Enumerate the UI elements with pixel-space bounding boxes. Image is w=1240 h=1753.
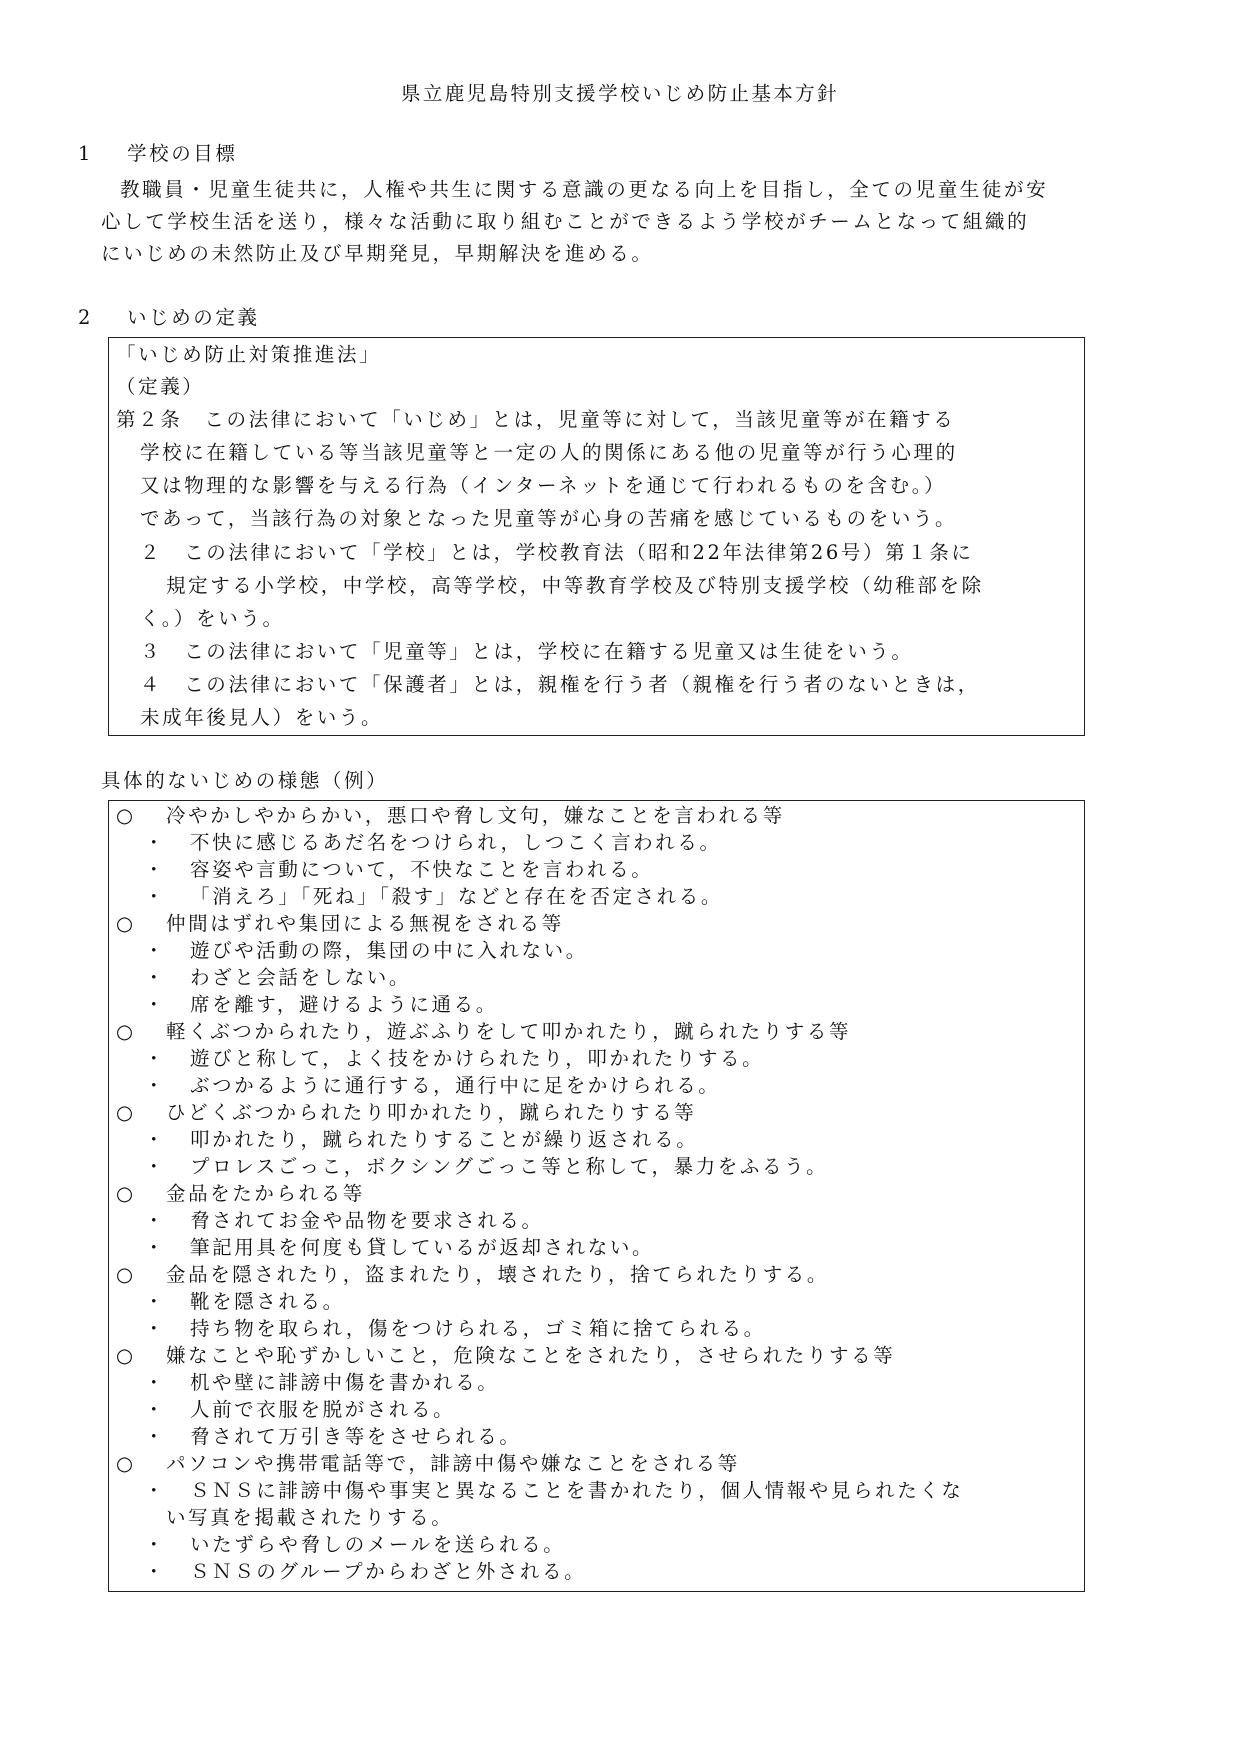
list-item: 筆記用具を何度も貸しているが返却されない。	[190, 1236, 655, 1259]
section2-heading: いじめの定義	[127, 306, 260, 329]
group-heading: 金品をたかられる等	[166, 1182, 365, 1205]
document-title: 県立鹿児島特別支援学校いじめ防止基本方針	[400, 82, 839, 105]
list-item: ぶつかるように通行する，通行中に足をかけられる。	[190, 1074, 721, 1097]
bullet-icon: ・	[144, 1290, 167, 1313]
section1-number: 1	[78, 142, 94, 165]
section1-body-line: にいじめの未然防止及び早期発見，早期解決を進める。	[101, 242, 654, 265]
bullet-icon: ・	[144, 939, 167, 962]
bullet-icon: ・	[144, 858, 167, 881]
bullet-icon: ・	[144, 1155, 167, 1178]
list-item: 人前で衣服を脱がされる。	[190, 1398, 456, 1421]
group-marker: ○	[116, 804, 136, 827]
group-marker: ○	[116, 1101, 136, 1124]
section1-body-line: 教職員・児童生徒共に，人権や共生に関する意識の更なる向上を目指し，全ての児童生徒が安	[120, 178, 1049, 201]
bullet-icon: ・	[144, 1209, 167, 1232]
group-marker: ○	[116, 1182, 136, 1205]
bullet-icon: ・	[144, 1533, 167, 1556]
law-line: 学校に在籍している等当該児童等と一定の人的関係にある他の児童等が行う心理的	[140, 441, 958, 464]
list-item: 脅されてお金や品物を要求される。	[190, 1209, 544, 1232]
group-marker: ○	[116, 1020, 136, 1043]
group-heading: 冷やかしやからかい，悪口や脅し文句，嫌なことを言われる等	[166, 804, 785, 827]
group-heading: パソコンや携帯電話等で，誹謗中傷や嫌なことをされる等	[166, 1452, 740, 1475]
law-line: ２ この法律において「学校」とは，学校教育法（昭和22年法律第26号）第１条に	[140, 541, 974, 564]
group-marker: ○	[116, 1263, 136, 1286]
bullet-icon: ・	[144, 966, 167, 989]
list-item: 靴を隠される。	[190, 1290, 345, 1313]
list-item: 席を離す，避けるように通る。	[190, 993, 498, 1016]
list-item: 叩かれたり，蹴られたりすることが繰り返される。	[190, 1128, 699, 1151]
bullet-icon: ・	[144, 993, 167, 1016]
list-item: 遊びと称して，よく技をかけられたり，叩かれたりする。	[190, 1047, 765, 1070]
group-marker: ○	[116, 1344, 136, 1367]
bullet-icon: ・	[144, 1128, 167, 1151]
list-item: 「消えろ」「死ね」「殺す」などと存在を否定される。	[190, 885, 724, 908]
law-article-caption: （定義）	[116, 375, 205, 398]
list-item-continuation: い写真を掲載されたりする。	[166, 1506, 454, 1529]
list-item: わざと会話をしない。	[190, 966, 412, 989]
bullet-icon: ・	[144, 1479, 167, 1502]
bullet-icon: ・	[144, 1560, 167, 1583]
law-line: であって，当該行為の対象となった児童等が心身の苦痛を感じているものをいう。	[140, 507, 958, 530]
list-item: プロレスごっこ，ボクシングごっこ等と称して，暴力をふるう。	[190, 1155, 829, 1178]
list-item: 机や壁に誹謗中傷を書かれる。	[190, 1371, 500, 1394]
list-item: ＳＮＳのグループからわざと外される。	[190, 1560, 587, 1583]
bullet-icon: ・	[144, 1371, 167, 1394]
list-item: 不快に感じるあだ名をつけられ，しつこく言われる。	[190, 831, 722, 854]
law-line: 未成年後見人）をいう。	[140, 706, 384, 729]
section2-number: 2	[78, 306, 94, 329]
list-item: 脅されて万引き等をさせられる。	[190, 1425, 522, 1448]
group-heading: ひどくぶつかられたり叩かれたり，蹴られたりする等	[166, 1101, 697, 1124]
section1-heading: 学校の目標	[127, 142, 238, 165]
list-item: 遊びや活動の際，集団の中に入れない。	[190, 939, 588, 962]
list-item: 持ち物を取られ，傷をつけられる，ゴミ箱に捨てられる。	[190, 1317, 766, 1340]
group-heading: 金品を隠されたり，盗まれたり，壊されたり，捨てられたりする。	[166, 1263, 830, 1286]
list-item: 容姿や言動について，不快なことを言われる。	[190, 858, 654, 881]
group-heading: 嫌なことや恥ずかしいこと，危険なことをされたり，させられたりする等	[166, 1344, 896, 1367]
examples-caption: 具体的ないじめの様態（例）	[101, 769, 389, 792]
law-line: ４ この法律において「保護者」とは，親権を行う者（親権を行う者のないときは，	[140, 673, 980, 696]
group-heading: 軽くぶつかられたり，遊ぶふりをして叩かれたり，蹴られたりする等	[166, 1020, 852, 1043]
bullet-icon: ・	[144, 1047, 167, 1070]
law-line: く。）をいう。	[140, 607, 285, 630]
bullet-icon: ・	[144, 1425, 167, 1448]
law-line: 規定する小学校，中学校，高等学校，中等教育学校及び特別支援学校（幼稚部を除	[166, 574, 984, 597]
bullet-icon: ・	[144, 1074, 167, 1097]
law-line: 第２条 この法律において「いじめ」とは，児童等に対して，当該児童等が在籍する	[116, 408, 956, 431]
law-line: ３ この法律において「児童等」とは，学校に在籍する児童又は生徒をいう。	[140, 640, 914, 663]
bullet-icon: ・	[144, 1236, 167, 1259]
bullet-icon: ・	[144, 1317, 167, 1340]
list-item: いたずらや脅しのメールを送られる。	[190, 1533, 566, 1556]
group-heading: 仲間はずれや集団による無視をされる等	[166, 912, 564, 935]
bullet-icon: ・	[144, 1398, 167, 1421]
law-name: 「いじめ防止対策推進法」	[116, 343, 382, 366]
bullet-icon: ・	[144, 831, 167, 854]
law-line: 又は物理的な影響を与える行為（インターネットを通じて行われるものを含む。）	[140, 474, 947, 497]
group-marker: ○	[116, 912, 136, 935]
bullet-icon: ・	[144, 885, 167, 908]
section1-body-line: 心して学校生活を送り，様々な活動に取り組むことができるよう学校がチームとなって組織的	[101, 210, 1030, 233]
list-item: ＳＮＳに誹謗中傷や事実と異なることを書かれたり，個人情報や見られたくな	[190, 1479, 964, 1502]
group-marker: ○	[116, 1452, 136, 1475]
